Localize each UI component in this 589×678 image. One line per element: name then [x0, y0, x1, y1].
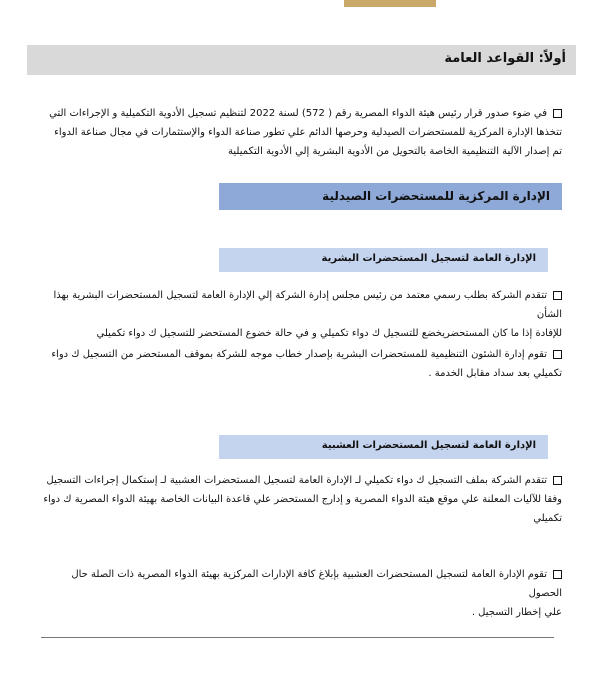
human-item-2-line-2: تكميلي بعد سداد مقابل الخدمة . [428, 368, 562, 379]
human-dept-title: الإدارة العامة لتسجيل المستحضرات البشرية [321, 253, 536, 264]
herbal-item-1-line-3: تكميلي [533, 513, 562, 524]
human-item-2-line-1: تقوم إدارة الشئون التنظيمية للمستحضرات البشرية بإصدار خطاب موجه للشركة بموقف المستحضر من التسجيل ك دواء [51, 349, 547, 360]
checkbox-bullet-icon [553, 291, 562, 300]
human-item-1-line-1: تتقدم الشركة بطلب رسمي معتمد من رئيس مجلس إدارة الشركة إلي الإدارة العامة لتسجيل المستحضرات البشرية بهذا الشأن [53, 290, 562, 320]
herbal-dept-title: الإدارة العامة لتسجيل المستحضرات العشبية [321, 440, 536, 451]
section-heading-bar [27, 45, 576, 75]
central-admin-title: الإدارة المركزية للمستحضرات الصيدلية [322, 189, 550, 203]
central-admin-bar [219, 183, 562, 210]
intro-paragraph [36, 104, 562, 161]
human-dept-bar [219, 248, 548, 272]
intro-line-2: تتخذها الإدارة المركزية للمستحضرات الصيدلية وحرصها الدائم علي تطور صناعة الدواء والإستثمارات في مجال صناعة الدواء [54, 127, 562, 138]
herbal-item-1 [36, 471, 562, 528]
herbal-item-2-line-1: تقوم الإدارة العامة لتسجيل المستحضرات العشبية بإبلاغ كافة الإدارات المركزية بهيئة الدواء المصرية ذات الصلة حال الحصول [71, 569, 562, 599]
herbal-dept-bar [219, 435, 548, 459]
human-item-1 [36, 286, 562, 343]
top-decorative-tab [344, 0, 436, 7]
checkbox-bullet-icon [553, 476, 562, 485]
human-item-2 [36, 345, 562, 383]
herbal-item-1-line-1: تتقدم الشركة بملف التسجيل ك دواء تكميلي لـ الإدارة العامة لتسجيل المستحضرات العشبية لـ إستكمال إجراءات التسجيل [46, 475, 547, 486]
checkbox-bullet-icon [553, 350, 562, 359]
section-title: أولاً: القواعد العامة [444, 51, 566, 66]
herbal-item-2 [36, 565, 562, 622]
checkbox-bullet-icon [553, 109, 562, 118]
intro-line-1: في ضوء صدور قرار رئيس هيئة الدواء المصرية رقم ( 572) لسنة 2022 لتنظيم تسجيل الأدوية التكميلية و الإجراءات التي [49, 108, 547, 119]
herbal-item-1-line-2: وفقا للآليات المعلنة علي موقع هيئة الدواء المصرية و إدارج المستحضر علي قاعدة البيانات الخاصة بهيئة الدواء المصرية ك دواء [43, 494, 562, 505]
human-item-1-line-2: للإفادة إذا ما كان المستحضريخضع للتسجيل ك دواء تكميلي و في حالة خضوع المستحضر للتسجيل ك دواء تكميلي [96, 328, 562, 339]
herbal-item-2-line-2: علي إخطار التسجيل . [471, 607, 562, 618]
checkbox-bullet-icon [553, 570, 562, 579]
bottom-divider [41, 637, 554, 638]
intro-line-3: تم إصدار الآلية التنظيمية الخاصة بالتحويل من الأدوية البشرية إلي الأدوية التكميلية [228, 146, 562, 157]
